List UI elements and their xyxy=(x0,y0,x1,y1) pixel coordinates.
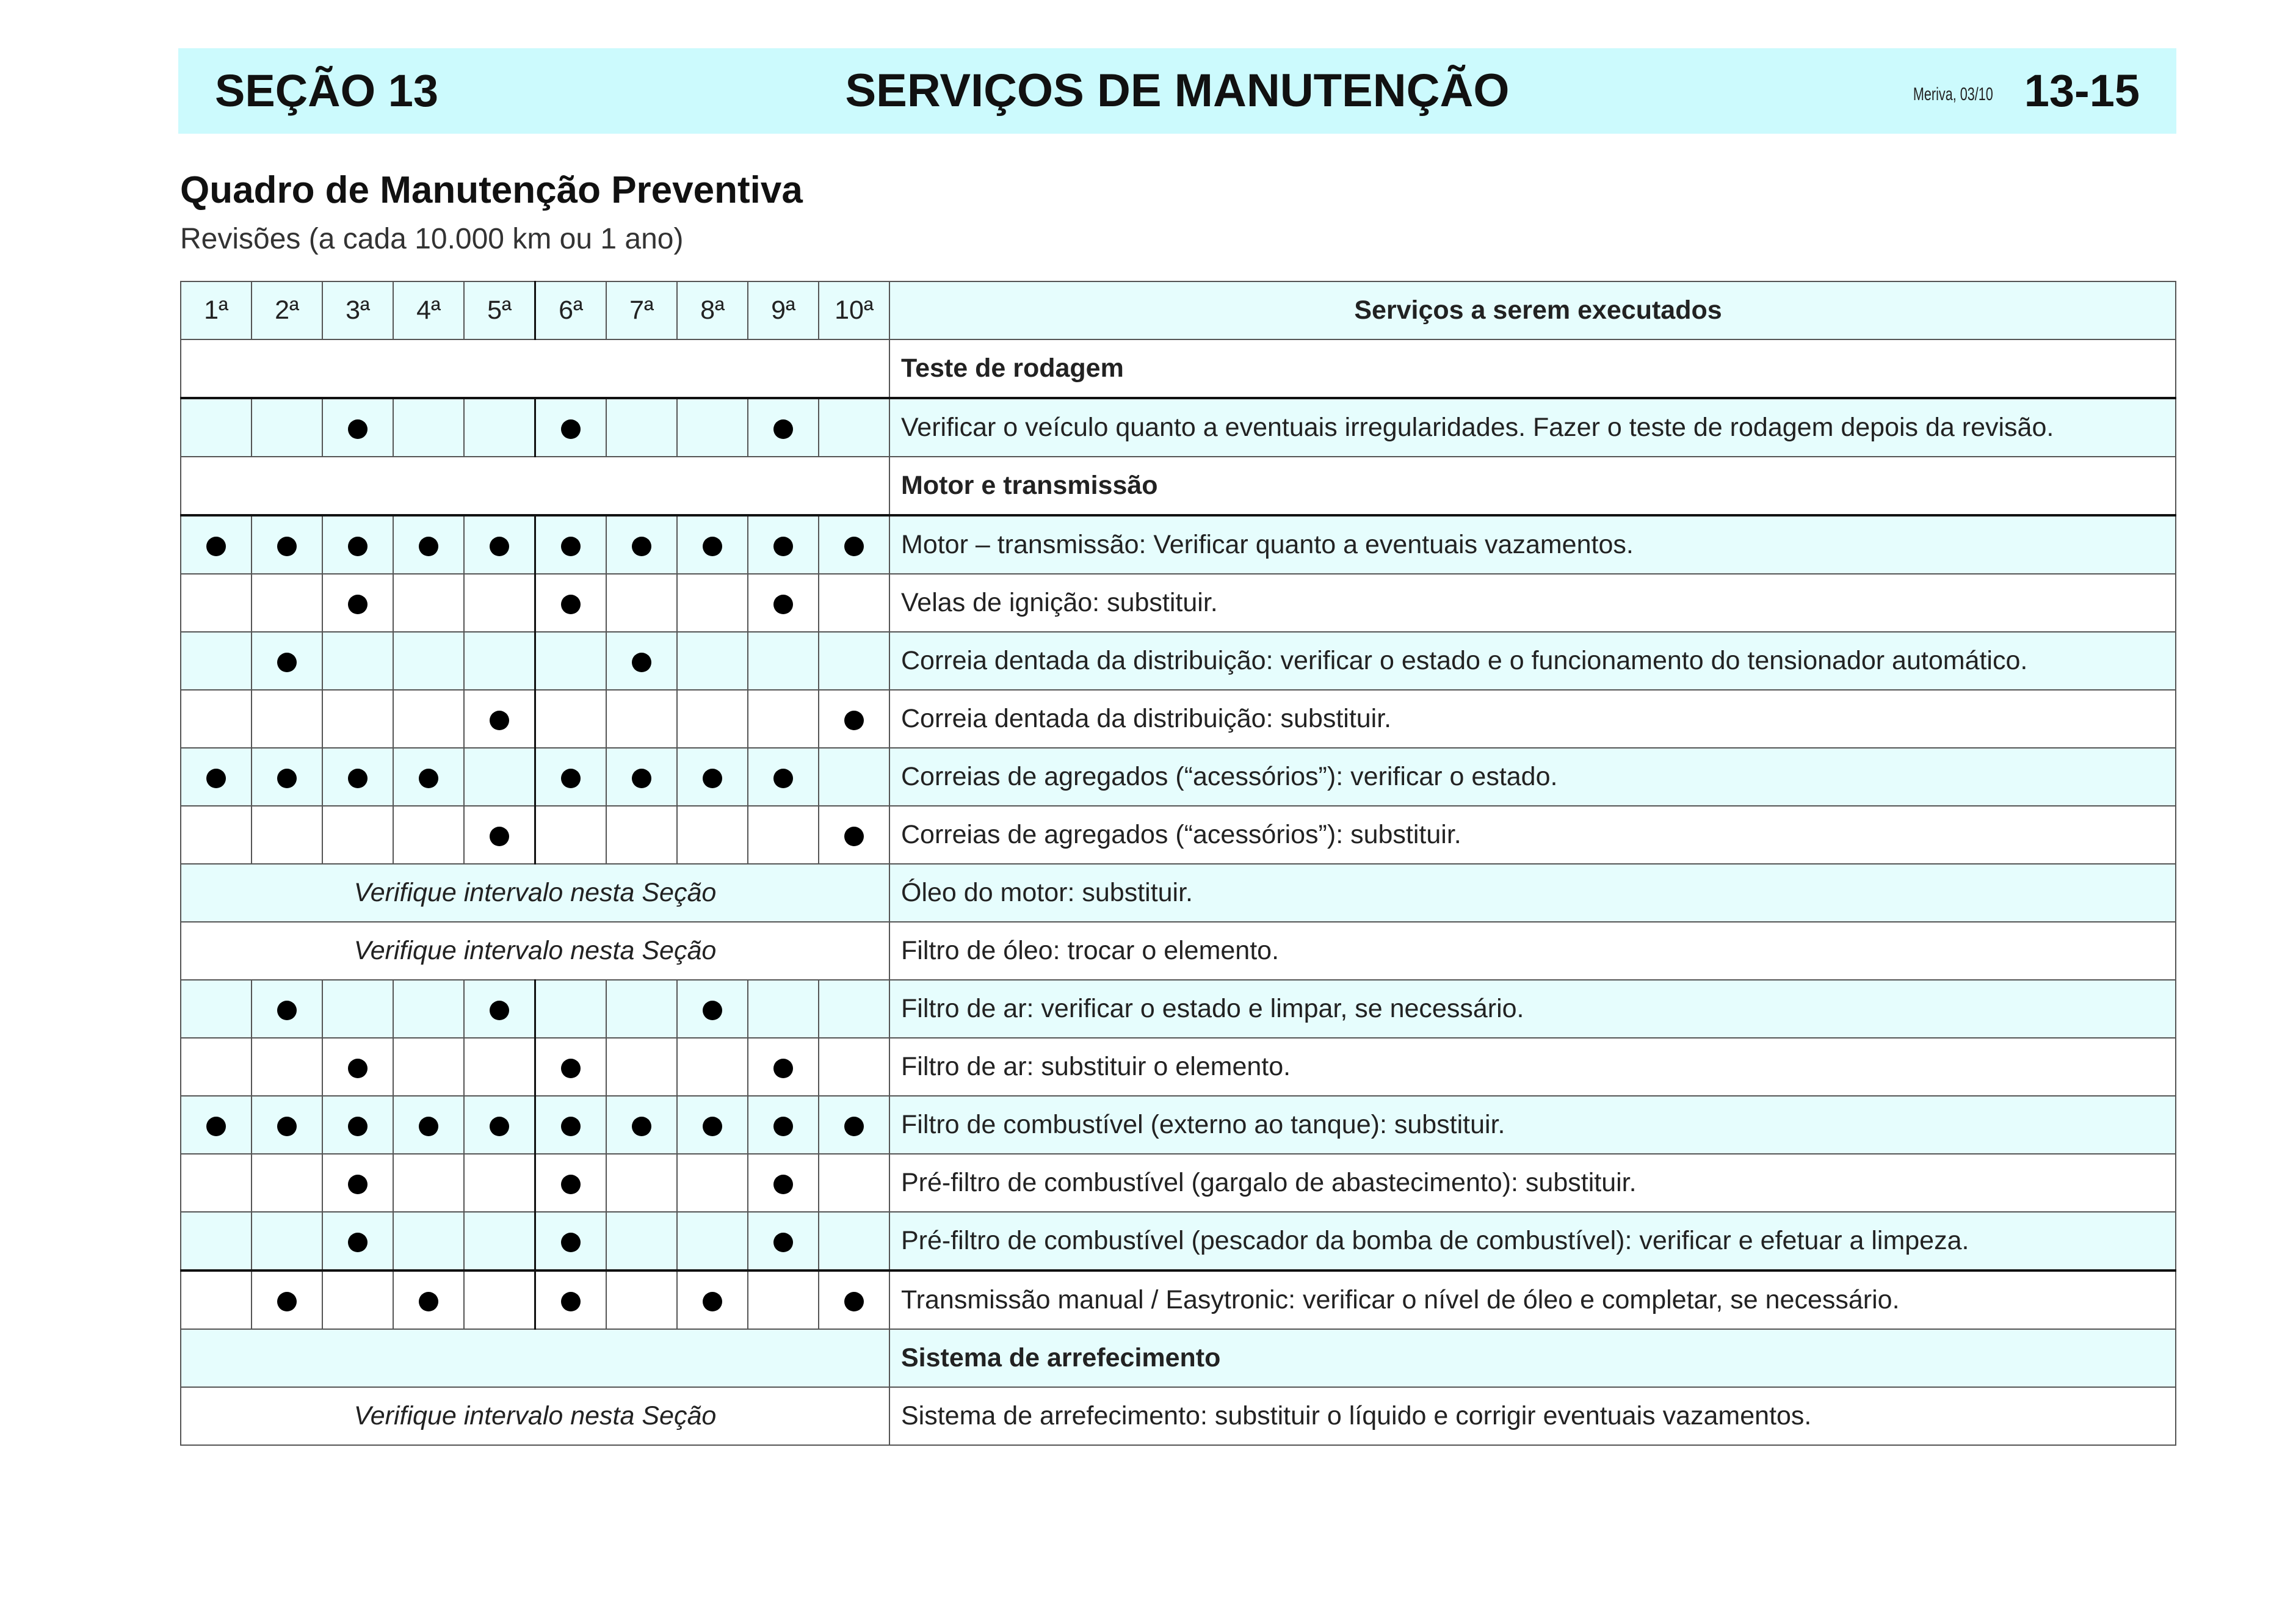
revision-cell xyxy=(181,632,252,690)
revision-cell xyxy=(464,748,535,806)
revision-cell xyxy=(181,1271,252,1329)
revision-cell xyxy=(606,1038,677,1096)
service-mark-dot xyxy=(703,1117,722,1136)
section-title: Motor e transmissão xyxy=(889,457,2176,515)
revision-cell xyxy=(464,1212,535,1271)
service-mark-dot xyxy=(632,769,651,788)
revision-cell xyxy=(748,980,819,1038)
service-mark-dot xyxy=(561,1233,581,1252)
revision-cell xyxy=(322,515,393,574)
revision-cell xyxy=(677,632,748,690)
revision-cell xyxy=(819,1154,889,1212)
revision-cell xyxy=(606,632,677,690)
revision-cell xyxy=(819,748,889,806)
revision-cell xyxy=(464,806,535,864)
section-label: SEÇÃO 13 xyxy=(215,65,439,116)
revision-cell xyxy=(322,632,393,690)
table-heading: Quadro de Manutenção Preventiva xyxy=(180,169,803,211)
service-description: Correia dentada da distribuição: substituir. xyxy=(889,690,2176,748)
revision-cell xyxy=(181,980,252,1038)
revision-cell xyxy=(181,398,252,457)
revision-cell xyxy=(606,398,677,457)
revision-cell xyxy=(748,1038,819,1096)
revision-cell xyxy=(252,690,322,748)
revision-cell xyxy=(535,632,607,690)
table-row xyxy=(181,515,2176,574)
revision-cell xyxy=(748,1271,819,1329)
revision-cell xyxy=(181,1096,252,1154)
revision-cell xyxy=(181,748,252,806)
service-mark-dot xyxy=(490,827,509,846)
service-mark-dot xyxy=(561,1117,581,1136)
revision-cell xyxy=(322,1154,393,1212)
blank-cell xyxy=(181,339,889,398)
revision-cell xyxy=(819,1038,889,1096)
interval-note: Verifique intervalo nesta Seção xyxy=(181,864,889,922)
service-mark-dot xyxy=(844,827,864,846)
table-row xyxy=(181,922,2176,980)
revision-header: 9ª xyxy=(748,281,819,339)
table-subheading: Revisões (a cada 10.000 km ou 1 ano) xyxy=(180,223,684,255)
revision-cell xyxy=(322,748,393,806)
revision-cell xyxy=(535,574,607,632)
revision-cell xyxy=(322,980,393,1038)
revision-cell xyxy=(535,1212,607,1271)
revision-cell xyxy=(819,515,889,574)
section-title: Sistema de arrefecimento xyxy=(889,1329,2176,1387)
revision-cell xyxy=(535,515,607,574)
service-mark-dot xyxy=(773,595,793,614)
service-mark-dot xyxy=(561,1292,581,1311)
revision-cell xyxy=(464,574,535,632)
service-description: Correia dentada da distribuição: verificar o estado e o funcionamento do tensionador automático. xyxy=(889,632,2176,690)
page-number: 13-15 xyxy=(2024,65,2140,116)
page-header xyxy=(178,48,2176,134)
service-description: Correias de agregados (“acessórios”): substituir. xyxy=(889,806,2176,864)
revision-header: 7ª xyxy=(606,281,677,339)
revision-cell xyxy=(748,690,819,748)
revision-cell xyxy=(677,1154,748,1212)
revision-cell xyxy=(819,398,889,457)
document-reference: Meriva, 03/10 xyxy=(1913,84,1993,104)
revision-cell xyxy=(252,980,322,1038)
revision-cell xyxy=(252,398,322,457)
revision-cell xyxy=(464,1096,535,1154)
revision-cell xyxy=(252,574,322,632)
service-description: Pré-filtro de combustível (pescador da bomba de combustível): verificar e efetuar a limpeza. xyxy=(889,1212,2176,1271)
revision-cell xyxy=(606,806,677,864)
service-mark-dot xyxy=(277,537,297,556)
service-description: Filtro de combustível (externo ao tanque): substituir. xyxy=(889,1096,2176,1154)
revision-cell xyxy=(393,1212,464,1271)
service-mark-dot xyxy=(561,537,581,556)
revision-cell xyxy=(606,574,677,632)
revision-cell xyxy=(677,980,748,1038)
blank-cell xyxy=(181,457,889,515)
table-row xyxy=(181,574,2176,632)
revision-cell xyxy=(677,1271,748,1329)
section-row xyxy=(181,339,2176,398)
table-row xyxy=(181,1154,2176,1212)
revision-cell xyxy=(322,1271,393,1329)
revision-cell xyxy=(535,748,607,806)
revision-cell xyxy=(748,574,819,632)
revision-cell xyxy=(535,1096,607,1154)
revision-cell xyxy=(606,980,677,1038)
service-mark-dot xyxy=(277,1001,297,1020)
section-row xyxy=(181,457,2176,515)
revision-cell xyxy=(181,806,252,864)
revision-cell xyxy=(464,980,535,1038)
service-mark-dot xyxy=(348,1059,368,1078)
table-row xyxy=(181,1271,2176,1329)
service-mark-dot xyxy=(348,1175,368,1194)
service-description: Filtro de óleo: trocar o elemento. xyxy=(889,922,2176,980)
service-mark-dot xyxy=(419,1117,438,1136)
service-mark-dot xyxy=(277,1117,297,1136)
service-mark-dot xyxy=(277,653,297,672)
revision-cell xyxy=(322,1212,393,1271)
revision-cell xyxy=(393,1096,464,1154)
service-mark-dot xyxy=(561,419,581,439)
table-row xyxy=(181,632,2176,690)
service-mark-dot xyxy=(844,1292,864,1311)
revision-cell xyxy=(677,1096,748,1154)
service-mark-dot xyxy=(490,1001,509,1020)
revision-cell xyxy=(252,515,322,574)
revision-cell xyxy=(677,690,748,748)
services-header: Serviços a serem executados xyxy=(889,281,2176,339)
revision-cell xyxy=(535,1038,607,1096)
service-mark-dot xyxy=(632,653,651,672)
service-mark-dot xyxy=(348,769,368,788)
revision-cell xyxy=(322,690,393,748)
revision-cell xyxy=(252,1212,322,1271)
revision-cell xyxy=(606,1154,677,1212)
revision-cell xyxy=(252,1096,322,1154)
service-description: Filtro de ar: substituir o elemento. xyxy=(889,1038,2176,1096)
revision-cell xyxy=(464,398,535,457)
revision-cell xyxy=(819,690,889,748)
revision-cell xyxy=(606,1096,677,1154)
revision-cell xyxy=(393,1271,464,1329)
revision-cell xyxy=(606,515,677,574)
revision-cell xyxy=(535,1271,607,1329)
revision-cell xyxy=(393,980,464,1038)
revision-cell xyxy=(748,1154,819,1212)
revision-cell xyxy=(393,515,464,574)
service-mark-dot xyxy=(703,1001,722,1020)
service-mark-dot xyxy=(773,1233,793,1252)
revision-cell xyxy=(252,1154,322,1212)
revision-cell xyxy=(535,980,607,1038)
table-row xyxy=(181,1038,2176,1096)
revision-header: 5ª xyxy=(464,281,535,339)
revision-cell xyxy=(181,515,252,574)
revision-cell xyxy=(535,806,607,864)
revision-cell xyxy=(464,632,535,690)
revision-cell xyxy=(819,806,889,864)
table-row xyxy=(181,864,2176,922)
revision-cell xyxy=(393,806,464,864)
revision-header: 10ª xyxy=(819,281,889,339)
service-mark-dot xyxy=(703,537,722,556)
service-description: Motor – transmissão: Verificar quanto a eventuais vazamentos. xyxy=(889,515,2176,574)
service-description: Sistema de arrefecimento: substituir o líquido e corrigir eventuais vazamentos. xyxy=(889,1387,2176,1445)
revision-cell xyxy=(677,515,748,574)
service-mark-dot xyxy=(277,1292,297,1311)
revision-header: 6ª xyxy=(535,281,607,339)
revision-header: 4ª xyxy=(393,281,464,339)
revision-cell xyxy=(677,748,748,806)
service-mark-dot xyxy=(703,1292,722,1311)
service-mark-dot xyxy=(844,537,864,556)
revision-cell xyxy=(393,1038,464,1096)
service-mark-dot xyxy=(844,711,864,730)
service-description: Velas de ignição: substituir. xyxy=(889,574,2176,632)
revision-cell xyxy=(322,1038,393,1096)
service-description: Filtro de ar: verificar o estado e limpar, se necessário. xyxy=(889,980,2176,1038)
interval-note: Verifique intervalo nesta Seção xyxy=(181,1387,889,1445)
revision-cell xyxy=(606,690,677,748)
revision-cell xyxy=(393,632,464,690)
revision-cell xyxy=(819,980,889,1038)
blank-cell xyxy=(181,1329,889,1387)
revision-cell xyxy=(252,1271,322,1329)
service-mark-dot xyxy=(206,769,226,788)
service-mark-dot xyxy=(348,1233,368,1252)
revision-cell xyxy=(748,806,819,864)
revision-cell xyxy=(535,398,607,457)
revision-cell xyxy=(252,806,322,864)
service-mark-dot xyxy=(348,595,368,614)
revision-cell xyxy=(819,632,889,690)
revision-cell xyxy=(464,515,535,574)
table-row xyxy=(181,1387,2176,1445)
revision-cell xyxy=(606,748,677,806)
maintenance-table xyxy=(180,281,2176,1446)
revision-cell xyxy=(181,1212,252,1271)
revision-cell xyxy=(535,1154,607,1212)
revision-cell xyxy=(748,515,819,574)
service-mark-dot xyxy=(561,769,581,788)
service-mark-dot xyxy=(206,1117,226,1136)
service-mark-dot xyxy=(490,711,509,730)
section-row xyxy=(181,1329,2176,1387)
page-title: SERVIÇOS DE MANUTENÇÃO xyxy=(845,65,1510,117)
revision-cell xyxy=(181,690,252,748)
revision-cell xyxy=(464,1271,535,1329)
service-mark-dot xyxy=(348,1117,368,1136)
service-description: Transmissão manual / Easytronic: verificar o nível de óleo e completar, se necessário. xyxy=(889,1271,2176,1329)
revision-cell xyxy=(677,1038,748,1096)
revision-cell xyxy=(393,574,464,632)
section-title: Teste de rodagem xyxy=(889,339,2176,398)
revision-cell xyxy=(322,574,393,632)
revision-cell xyxy=(393,690,464,748)
service-description: Pré-filtro de combustível (gargalo de abastecimento): substituir. xyxy=(889,1154,2176,1212)
service-description: Verificar o veículo quanto a eventuais irregularidades. Fazer o teste de rodagem depois da revisão. xyxy=(889,398,2176,457)
service-mark-dot xyxy=(419,1292,438,1311)
table-row xyxy=(181,1212,2176,1271)
revision-cell xyxy=(322,398,393,457)
revision-cell xyxy=(819,1096,889,1154)
service-mark-dot xyxy=(773,769,793,788)
revision-cell xyxy=(677,1212,748,1271)
revision-cell xyxy=(819,574,889,632)
table-row xyxy=(181,748,2176,806)
revision-cell xyxy=(252,1038,322,1096)
revision-cell xyxy=(181,1038,252,1096)
revision-cell xyxy=(252,632,322,690)
table-row xyxy=(181,398,2176,457)
revision-cell xyxy=(393,1154,464,1212)
revision-cell xyxy=(819,1271,889,1329)
service-mark-dot xyxy=(844,1117,864,1136)
revision-cell xyxy=(677,574,748,632)
service-mark-dot xyxy=(561,1059,581,1078)
revision-cell xyxy=(819,1212,889,1271)
service-mark-dot xyxy=(277,769,297,788)
revision-header: 2ª xyxy=(252,281,322,339)
service-mark-dot xyxy=(773,537,793,556)
table-row xyxy=(181,806,2176,864)
revision-cell xyxy=(464,1154,535,1212)
revision-cell xyxy=(748,1096,819,1154)
revision-cell xyxy=(606,1212,677,1271)
table-row xyxy=(181,690,2176,748)
revision-header: 1ª xyxy=(181,281,252,339)
revision-cell xyxy=(748,748,819,806)
revision-cell xyxy=(252,748,322,806)
service-mark-dot xyxy=(348,537,368,556)
service-mark-dot xyxy=(773,1059,793,1078)
service-mark-dot xyxy=(632,537,651,556)
service-mark-dot xyxy=(632,1117,651,1136)
revision-header: 3ª xyxy=(322,281,393,339)
service-mark-dot xyxy=(419,537,438,556)
service-description: Correias de agregados (“acessórios”): verificar o estado. xyxy=(889,748,2176,806)
service-mark-dot xyxy=(703,769,722,788)
revision-header: 8ª xyxy=(677,281,748,339)
revision-cell xyxy=(748,632,819,690)
revision-cell xyxy=(677,806,748,864)
service-mark-dot xyxy=(773,1175,793,1194)
revision-cell xyxy=(322,806,393,864)
revision-cell xyxy=(393,398,464,457)
service-mark-dot xyxy=(773,1117,793,1136)
service-mark-dot xyxy=(561,595,581,614)
service-mark-dot xyxy=(561,1175,581,1194)
revision-cell xyxy=(677,398,748,457)
service-description: Óleo do motor: substituir. xyxy=(889,864,2176,922)
table-row xyxy=(181,1096,2176,1154)
table-header-row xyxy=(181,281,2176,339)
service-mark-dot xyxy=(206,537,226,556)
revision-cell xyxy=(181,574,252,632)
service-mark-dot xyxy=(490,537,509,556)
revision-cell xyxy=(393,748,464,806)
revision-cell xyxy=(464,1038,535,1096)
service-mark-dot xyxy=(773,419,793,439)
revision-cell xyxy=(535,690,607,748)
service-mark-dot xyxy=(419,769,438,788)
revision-cell xyxy=(464,690,535,748)
service-mark-dot xyxy=(348,419,368,439)
revision-cell xyxy=(606,1271,677,1329)
table-row xyxy=(181,980,2176,1038)
revision-cell xyxy=(748,1212,819,1271)
interval-note: Verifique intervalo nesta Seção xyxy=(181,922,889,980)
revision-cell xyxy=(181,1154,252,1212)
revision-cell xyxy=(322,1096,393,1154)
revision-cell xyxy=(748,398,819,457)
service-mark-dot xyxy=(490,1117,509,1136)
